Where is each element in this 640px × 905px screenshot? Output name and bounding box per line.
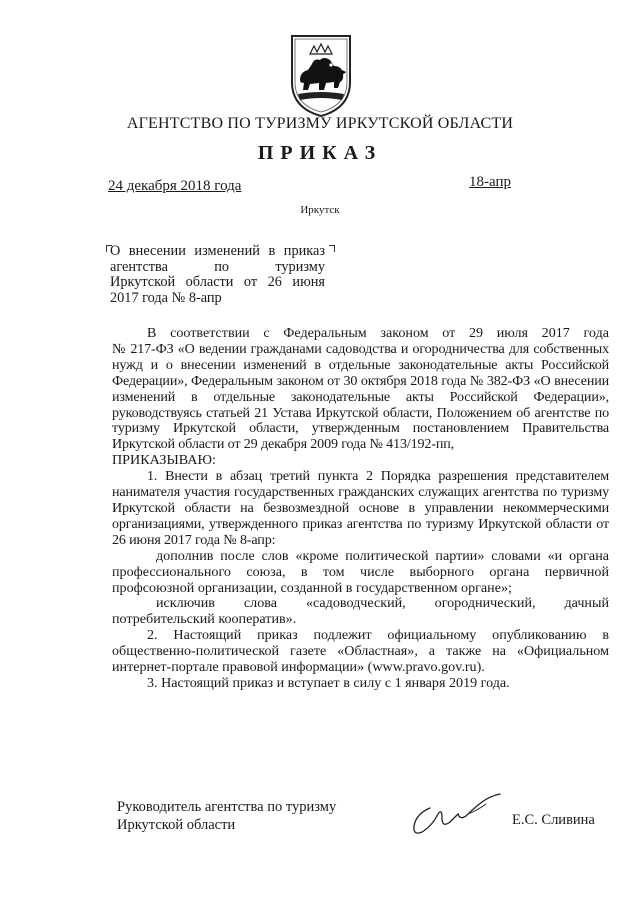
document-date: 24 декабря 2018 года — [108, 178, 242, 194]
item-2-paragraph: 2. Настоящий приказ подлежит официальному опубликованию в общественно-политической газете «Областная», а также на «Официальном интернет-портале правовой информации» (www.pravo.gov.ru). — [112, 627, 609, 676]
item-1-clause-a: дополнив после слов «кроме политической партии» словами «и органа профессионального союза, в том числе выборного органа первичной профсоюзной организации, созданной в государственном органе»; — [112, 547, 609, 596]
item-1-paragraph: 1. Внести в абзац третий пункта 2 Порядка разрешения представителем нанимателя участия государственных гражданских служащих агентства по туризму Иркутской области на безвозмездной основе в управлении некоммерческими организациями, утвержденного приказ агентства по туризму Иркутской области от 26 июня 2017 года № 8-апр: — [112, 468, 609, 548]
signatory-name: Е.С. Сливина — [512, 812, 595, 828]
signatory-position-line: Руководитель агентства по туризму — [117, 799, 337, 815]
organization-name: АГЕНТСТВО ПО ТУРИЗМУ ИРКУТСКОЙ ОБЛАСТИ — [126, 115, 514, 132]
subject-bracket-left — [106, 245, 112, 252]
order-word: ПРИКАЗЫВАЮ: — [112, 452, 216, 469]
subject-line: Иркутской области от 26 июня — [110, 274, 325, 290]
signatory-position — [117, 798, 336, 834]
document-city: Иркутск — [300, 204, 340, 216]
preamble-first-line: В соответствии с Федеральным законом от 29 июля 2017 года — [147, 325, 609, 341]
document-body — [112, 326, 609, 692]
subject-line: 2017 года № 8-апр — [110, 289, 222, 306]
preamble-paragraph: № 217-ФЗ «О ведении гражданами садоводства и огородничества для собственных нужд и о внесении изменений в отдельные законодательные акты Российской Федерации», Федеральным законом от 30 октября 2018 года № 382-ФЗ «О внесении изменений в отдельные законодательные акты Российской Федерации», руководствуясь статьей 21 Устава Иркутской области, Положением об агентстве по туризму Иркутской области, утвержденным постановлением Правительства Иркутской области от 29 декабря 2009 года № 413/192-пп, — [112, 340, 609, 453]
handwritten-signature — [408, 788, 508, 843]
subject-line: агентства по туризму — [110, 258, 325, 275]
item-1-clause-b: исключив слова «садоводческий, огороднический, дачный потребительский кооператив». — [112, 595, 609, 628]
subject-bracket-right — [329, 245, 335, 252]
coat-of-arms-emblem — [286, 30, 356, 120]
subject-line: О внесении изменений в приказ — [110, 243, 325, 259]
signatory-position-line: Иркутской области — [117, 817, 236, 833]
document-subject — [110, 244, 325, 306]
document-number: 18-апр — [469, 174, 511, 190]
item-3-paragraph: 3. Настоящий приказ и вступает в силу с 1 января 2019 года. — [147, 674, 510, 691]
document-type-title: ПРИКАЗ — [257, 142, 383, 164]
